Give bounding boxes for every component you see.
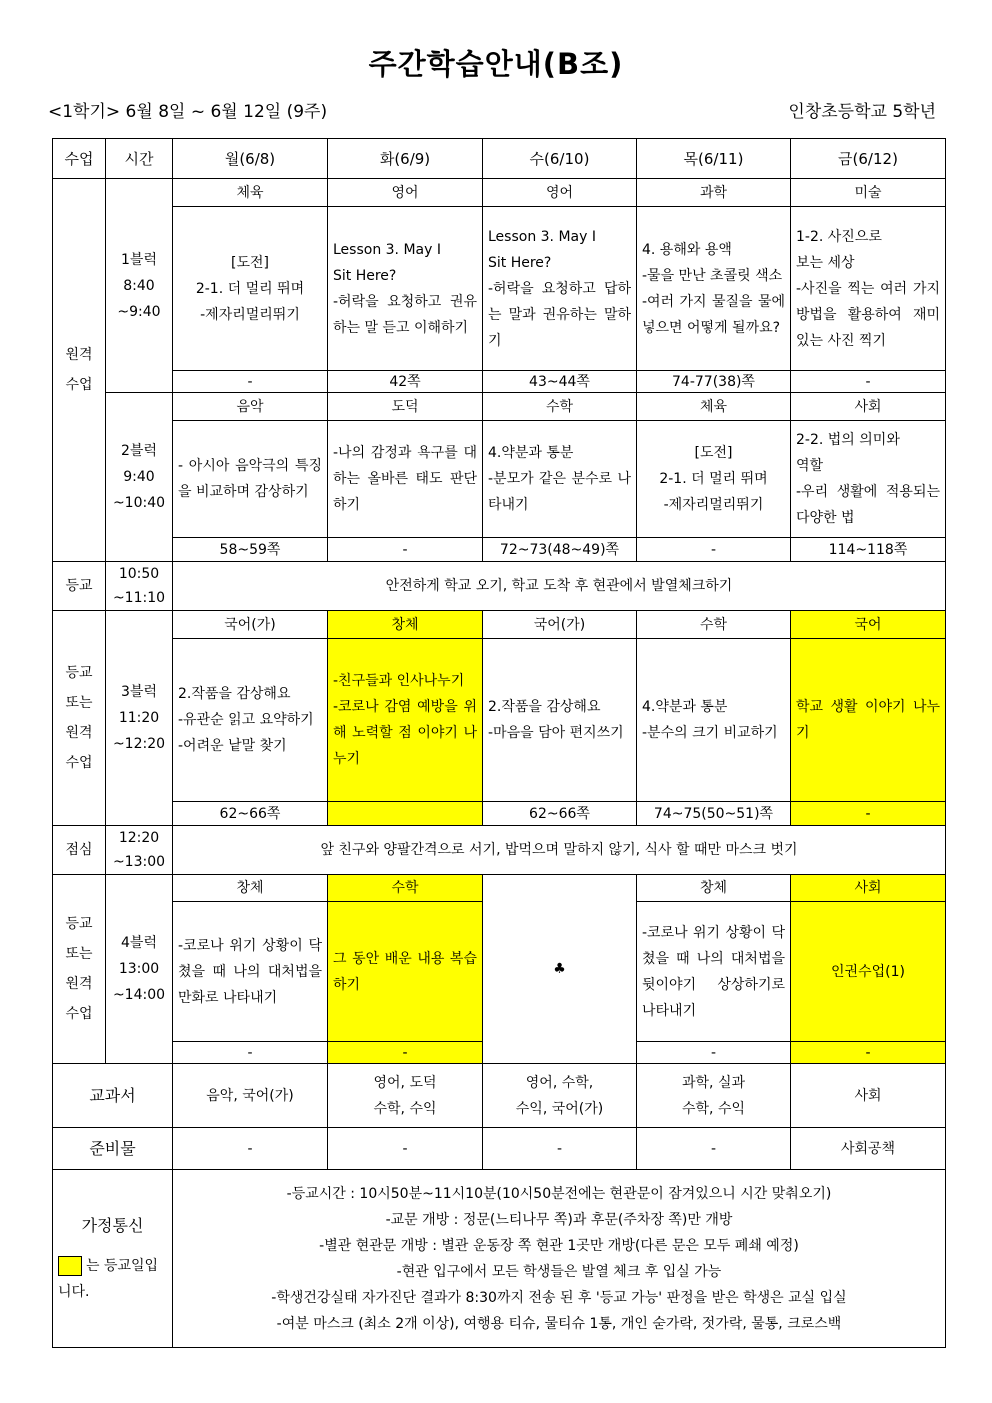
page-cell-highlight: - xyxy=(791,1042,946,1064)
header-day: 목(6/11) xyxy=(637,139,791,179)
highlight-legend-swatch xyxy=(58,1256,82,1276)
content-cell-highlight: -친구들과 인사나누기 -코로나 감염 예방을 위해 노력할 점 이야기 나누기 xyxy=(328,639,483,802)
page-cell: - xyxy=(637,1042,791,1064)
supplies-label: 준비물 xyxy=(53,1128,173,1170)
subject-cell: 국어(가) xyxy=(483,611,637,639)
header-day: 화(6/9) xyxy=(328,139,483,179)
subject-cell: 도덕 xyxy=(328,393,483,421)
subject-cell: 체육 xyxy=(637,393,791,421)
content-cell: Lesson 3. May I Sit Here? -허락을 요청하고 권유하는 말 듣고 이해하기 xyxy=(328,207,483,371)
notice-line: -교문 개방 : 정문(느티나무 쪽)과 후문(주차장 쪽)만 개방 xyxy=(385,1211,733,1228)
page-cell: 43~44쪽 xyxy=(483,371,637,393)
subject-cell: 국어(가) xyxy=(173,611,328,639)
page-cell: 62~66쪽 xyxy=(173,802,328,826)
content-cell: 4.약분과 통분 -분모가 같은 분수로 나타내기 xyxy=(483,421,637,538)
lunch-time: 12:20 ~13:00 xyxy=(106,826,173,875)
content-cell-highlight: 학교 생활 이야기 나누기 xyxy=(791,639,946,802)
arrival-time: 10:50 ~11:10 xyxy=(106,562,173,611)
page-cell: 42쪽 xyxy=(328,371,483,393)
supply-cell: - xyxy=(173,1128,328,1170)
page-cell: - xyxy=(328,538,483,562)
content-cell: 4. 용해와 용액 -물을 만난 초콜릿 색소 -여러 가지 물질을 물에 넣으면 어떻게 될까요? xyxy=(637,207,791,371)
page-cell: - xyxy=(637,538,791,562)
arrival-text: 안전하게 학교 오기, 학교 도착 후 현관에서 발열체크하기 xyxy=(173,562,946,611)
hybrid-class-label: 등교 또는 원격 수업 xyxy=(53,611,106,826)
textbook-cell: 영어, 도덕 수학, 수익 xyxy=(328,1064,483,1128)
textbook-cell: 사회 xyxy=(791,1064,946,1128)
subject-cell-highlight: 국어 xyxy=(791,611,946,639)
textbook-cell: 음악, 국어(가) xyxy=(173,1064,328,1128)
page-cell: - xyxy=(173,371,328,393)
notice-line: -등교시간 : 10시50분~11시10분(10시50분전에는 현관문이 잠겨있으니 시간 맞춰오기) xyxy=(286,1185,832,1202)
page-cell-highlight: - xyxy=(328,1042,483,1064)
textbooks-label: 교과서 xyxy=(53,1064,173,1128)
subject-cell-highlight: 수학 xyxy=(328,875,483,902)
period-label: <1학기> 6월 8일 ~ 6월 12일 (9주) xyxy=(48,102,328,122)
home-notice-label: 가정통신 xyxy=(81,1215,144,1235)
supply-cell: - xyxy=(483,1128,637,1170)
block3-time: 3블럭 11:20 ~12:20 xyxy=(106,611,173,826)
subject-cell: 미술 xyxy=(791,179,946,207)
page-cell: 72~73(48~49)쪽 xyxy=(483,538,637,562)
subject-cell: 창체 xyxy=(173,875,328,902)
subject-cell: 사회 xyxy=(791,393,946,421)
remote-class-label: 원격 수업 xyxy=(53,179,106,562)
content-cell: -나의 감정과 욕구를 대하는 올바른 태도 판단하기 xyxy=(328,421,483,538)
subject-cell: 창체 xyxy=(637,875,791,902)
lunch-text: 앞 친구와 양팔간격으로 서기, 밥먹으며 말하지 않기, 식사 할 때만 마스크 벗기 xyxy=(173,826,946,875)
subject-cell: 과학 xyxy=(637,179,791,207)
home-notices xyxy=(173,1170,946,1348)
supply-cell: - xyxy=(328,1128,483,1170)
content-cell: [도전] 2-1. 더 멀리 뛰며 -제자리멀리뛰기 xyxy=(173,207,328,371)
legend-text: 는 등교일입니다. xyxy=(58,1257,159,1300)
content-cell: -코로나 위기 상황이 닥쳤을 때 나의 대처법을 뒷이야기 상상하기로 나타내기 xyxy=(637,902,791,1042)
content-cell: - 아시아 음악극의 특징을 비교하며 감상하기 xyxy=(173,421,328,538)
content-cell: 2.작품을 감상해요 -유관순 읽고 요약하기 -어려운 낱말 찾기 xyxy=(173,639,328,802)
subject-cell-highlight: 창체 xyxy=(328,611,483,639)
textbook-cell: 과학, 실과 수학, 수익 xyxy=(637,1064,791,1128)
content-cell-highlight: 그 동안 배운 내용 복습하기 xyxy=(328,902,483,1042)
block1-time: 1블럭 8:40 ~9:40 xyxy=(106,179,173,393)
subject-cell-highlight: 사회 xyxy=(791,875,946,902)
supply-cell: - xyxy=(637,1128,791,1170)
header-row xyxy=(53,139,946,179)
block2-time: 2블럭 9:40 ~10:40 xyxy=(106,393,173,562)
club-symbol: ♣ xyxy=(483,875,637,1064)
page-cell: 74~75(50~51)쪽 xyxy=(637,802,791,826)
content-cell: Lesson 3. May I Sit Here? -허락을 요청하고 답하는 말과 권유하는 말하기 xyxy=(483,207,637,371)
page-cell: - xyxy=(791,371,946,393)
notice-line: -현관 입구에서 모든 학생들은 발열 체크 후 입실 가능 xyxy=(396,1263,722,1280)
header-class: 수업 xyxy=(53,139,106,179)
content-cell: 1-2. 사진으로 보는 세상 -사진을 찍는 여러 가지 방법을 활용하여 재미있는 사진 찍기 xyxy=(791,207,946,371)
page-cell: 114~118쪽 xyxy=(791,538,946,562)
notice-line: -별관 현관문 개방 : 별관 운동장 쪽 현관 1곳만 개방(다른 문은 모두 폐쇄 예정) xyxy=(319,1237,799,1254)
notice-line: -여분 마스크 (최소 2개 이상), 여행용 티슈, 물티슈 1통, 개인 숟가락, 젓가락, 물통, 크로스백 xyxy=(276,1315,842,1332)
content-cell: 2.작품을 감상해요 -마음을 담아 편지쓰기 xyxy=(483,639,637,802)
arrival-label: 등교 xyxy=(53,562,106,611)
page-cell: 62~66쪽 xyxy=(483,802,637,826)
subject-cell: 영어 xyxy=(483,179,637,207)
textbook-cell: 영어, 수학, 수익, 국어(가) xyxy=(483,1064,637,1128)
hybrid-class-label: 등교 또는 원격 수업 xyxy=(53,875,106,1064)
subject-cell: 수학 xyxy=(483,393,637,421)
home-notice-label-cell xyxy=(53,1170,173,1348)
subject-cell: 수학 xyxy=(637,611,791,639)
content-cell: -코로나 위기 상황이 닥쳤을 때 나의 대처법을 만화로 나타내기 xyxy=(173,902,328,1042)
block4-time: 4블럭 13:00 ~14:00 xyxy=(106,875,173,1064)
subject-cell: 체육 xyxy=(173,179,328,207)
page-cell-highlight: - xyxy=(791,802,946,826)
page-cell: - xyxy=(173,1042,328,1064)
header-time: 시간 xyxy=(106,139,173,179)
header-day: 수(6/10) xyxy=(483,139,637,179)
content-cell: 4.약분과 통분 -분수의 크기 비교하기 xyxy=(637,639,791,802)
supply-cell: 사회공책 xyxy=(791,1128,946,1170)
page-cell-highlight xyxy=(328,802,483,826)
page-cell: 58~59쪽 xyxy=(173,538,328,562)
notice-line: -학생건강실태 자가진단 결과가 8:30까지 전송 된 후 '등교 가능' 판정을 받은 학생은 교실 입실 xyxy=(271,1289,847,1306)
content-cell-highlight: 인권수업(1) xyxy=(791,902,946,1042)
school-label: 인창초등학교 5학년 xyxy=(788,102,936,122)
content-cell: 2-2. 법의 의미와 역할 -우리 생활에 적용되는 다양한 법 xyxy=(791,421,946,538)
page-title: 주간학습안내(B조) xyxy=(368,47,624,81)
subject-cell: 영어 xyxy=(328,179,483,207)
subject-cell: 음악 xyxy=(173,393,328,421)
lunch-label: 점심 xyxy=(53,826,106,875)
page-cell: 74-77(38)쪽 xyxy=(637,371,791,393)
header-day: 금(6/12) xyxy=(791,139,946,179)
content-cell: [도전] 2-1. 더 멀리 뛰며 -제자리멀리뛰기 xyxy=(637,421,791,538)
weekly-schedule-table xyxy=(52,138,946,1348)
header-day: 월(6/8) xyxy=(173,139,328,179)
